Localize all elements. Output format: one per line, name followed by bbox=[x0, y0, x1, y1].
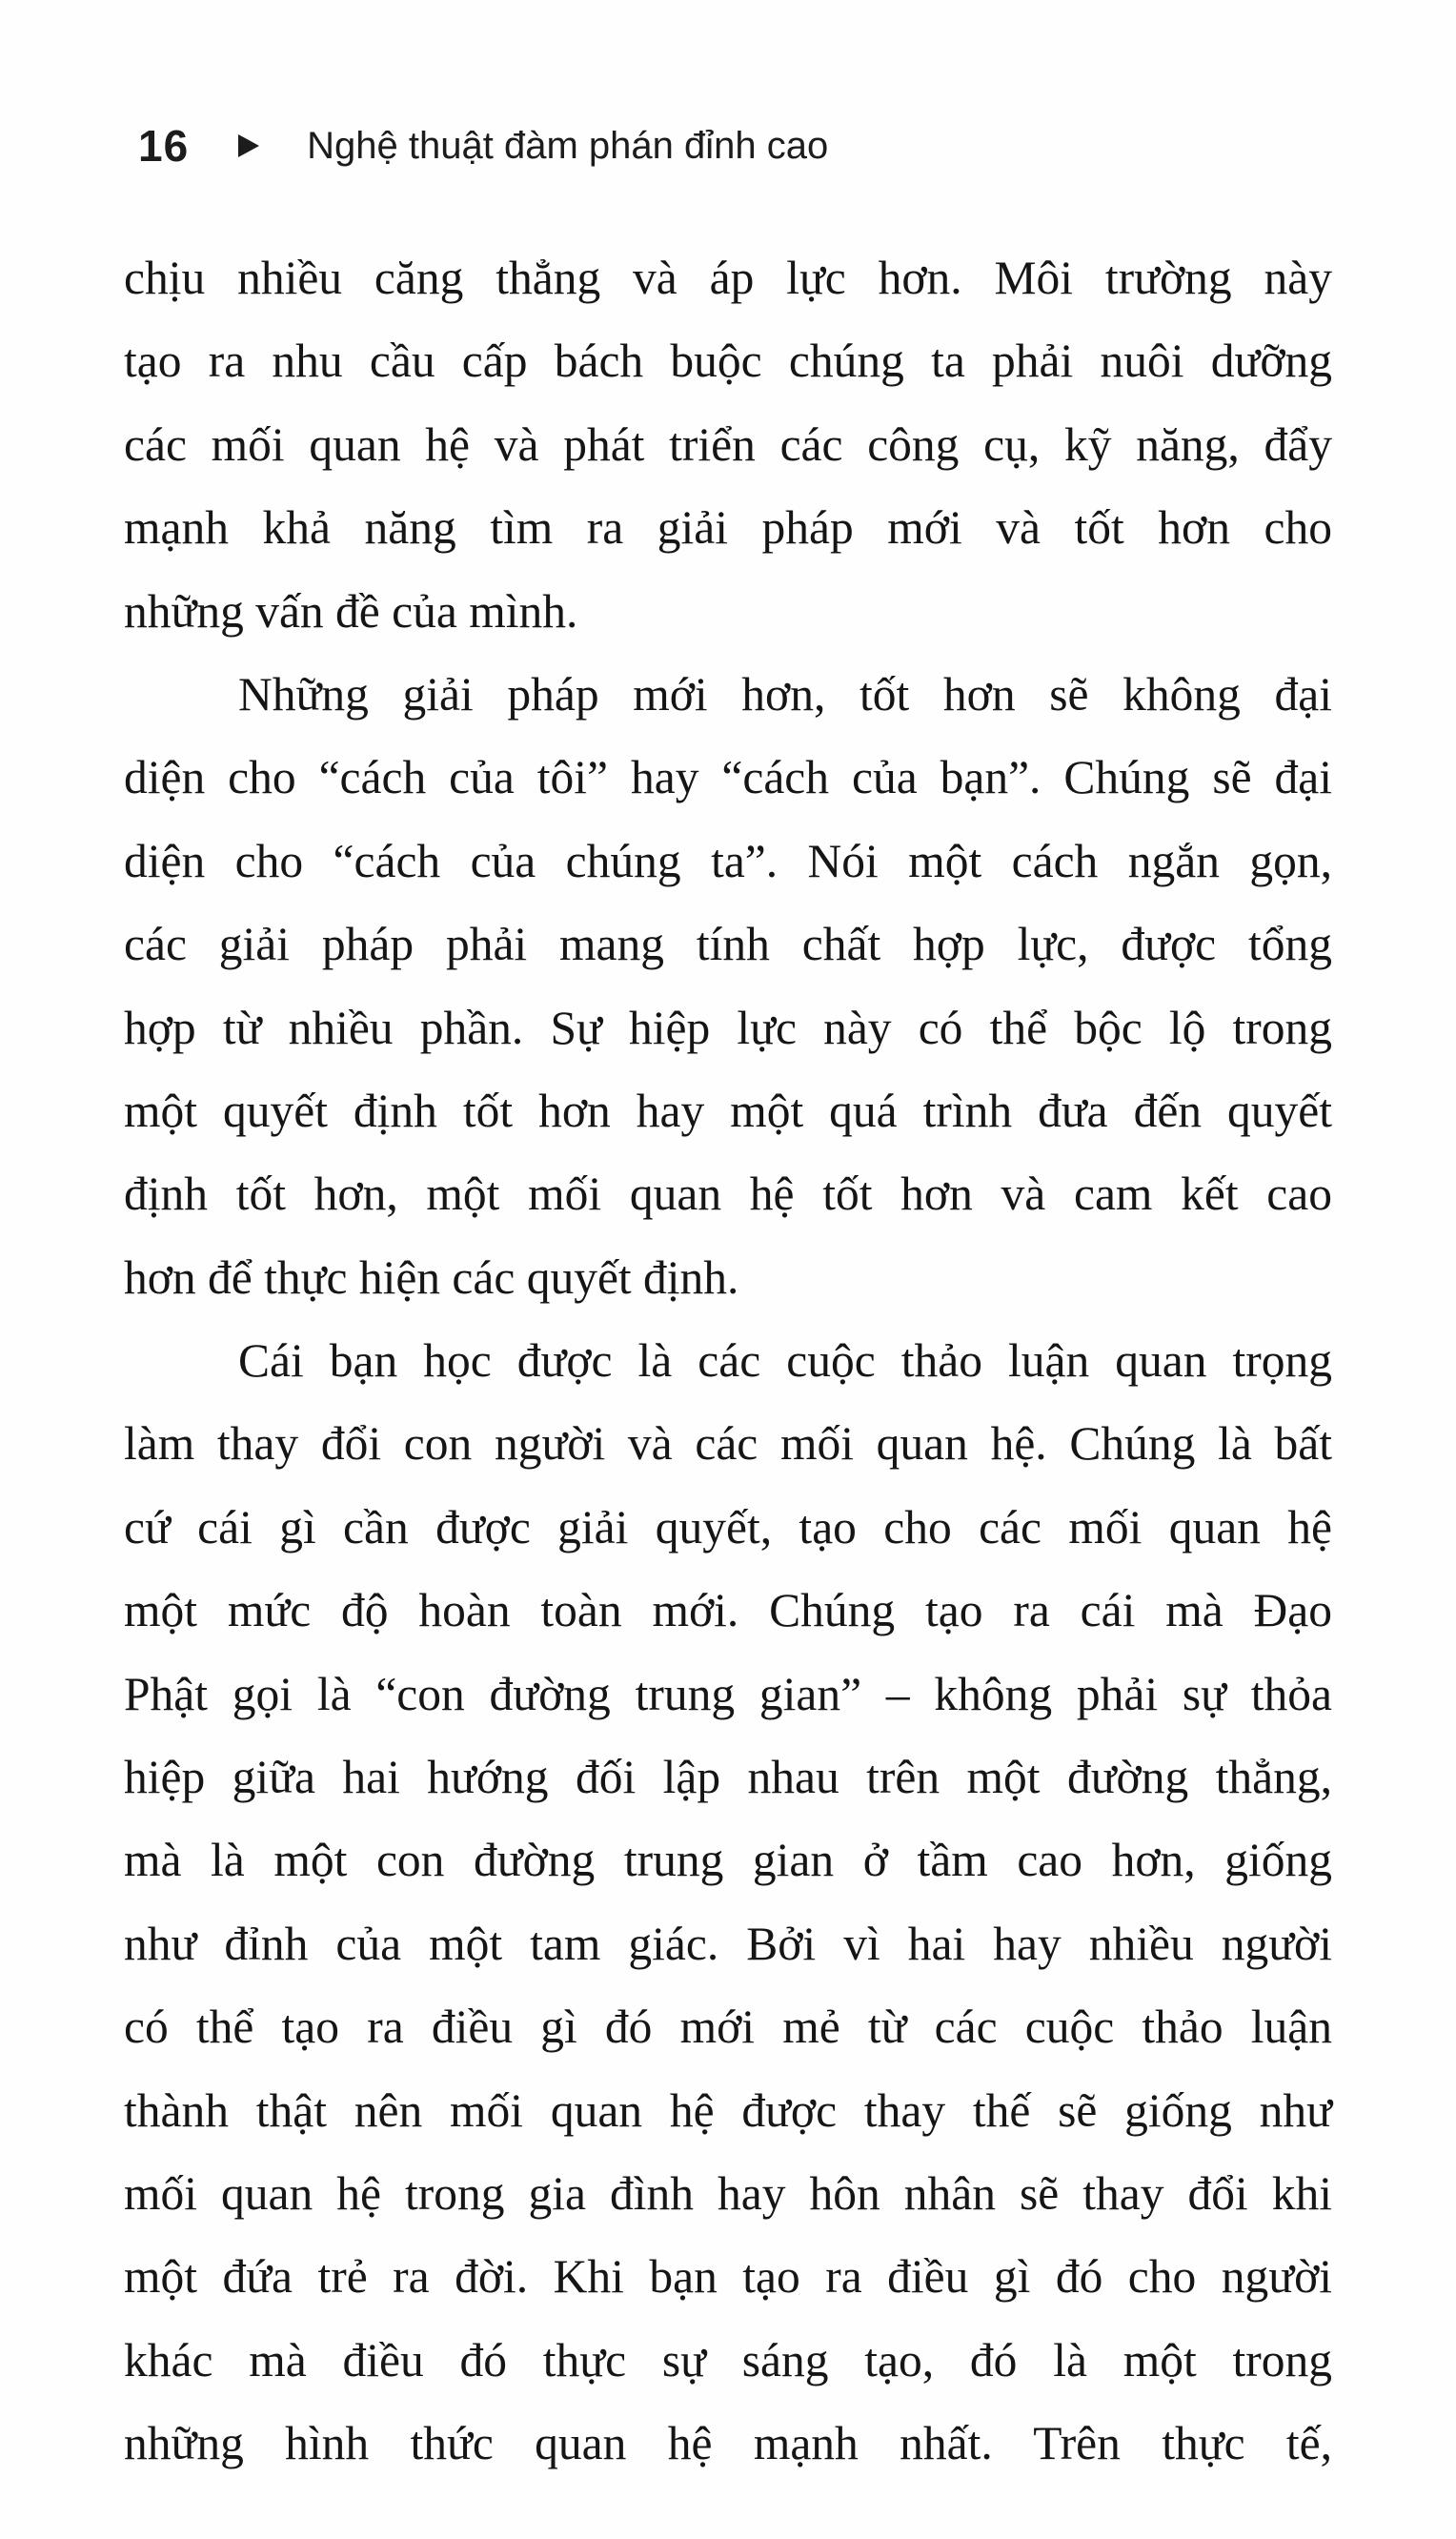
text-line: khác mà điều đó thực sự sáng tạo, đó là một trong bbox=[124, 2333, 1332, 2387]
paragraph bbox=[124, 653, 1332, 1319]
text-line: có thể tạo ra điều gì đó mới mẻ từ các cuộc thảo luận bbox=[124, 2001, 1332, 2054]
text-line: Phật gọi là “con đường trung gian” – không phải sự thỏa bbox=[124, 1667, 1332, 1720]
text-line: mạnh khả năng tìm ra giải pháp mới và tốt hơn cho bbox=[124, 501, 1332, 555]
text-line: hợp từ nhiều phần. Sự hiệp lực này có thể bộc lộ trong bbox=[124, 1001, 1332, 1054]
paragraph bbox=[124, 236, 1332, 653]
text-line: diện cho “cách của chúng ta”. Nói một cách ngắn gọn, bbox=[124, 834, 1332, 887]
text-line: mối quan hệ trong gia đình hay hôn nhân sẽ thay đổi khi bbox=[124, 2166, 1332, 2220]
paragraph bbox=[124, 1319, 1332, 2485]
text-line: làm thay đổi con người và các mối quan hệ. Chúng là bất bbox=[124, 1417, 1332, 1471]
text-line: tạo ra nhu cầu cấp bách buộc chúng ta phải nuôi dưỡng bbox=[124, 335, 1332, 388]
text-line: định tốt hơn, một mối quan hệ tốt hơn và cam kết cao bbox=[124, 1168, 1332, 1221]
text-line: cứ cái gì cần được giải quyết, tạo cho các mối quan hệ bbox=[124, 1500, 1332, 1554]
triangle-right-icon bbox=[238, 134, 259, 157]
text-line: như đỉnh của một tam giác. Bởi vì hai hay nhiều người bbox=[124, 1917, 1332, 1970]
text-line: thành thật nên mối quan hệ được thay thế sẽ giống như bbox=[124, 2083, 1332, 2137]
text-line: mà là một con đường trung gian ở tầm cao hơn, giống bbox=[124, 1834, 1332, 1887]
text-line: các mối quan hệ và phát triển các công cụ, kỹ năng, đẩy bbox=[124, 417, 1332, 471]
text-line: một đứa trẻ ra đời. Khi bạn tạo ra điều gì đó cho người bbox=[124, 2250, 1332, 2304]
body-text bbox=[124, 236, 1332, 2486]
text-line: một quyết định tốt hơn hay một quá trình đưa đến quyết bbox=[124, 1084, 1332, 1137]
page-number: 16 bbox=[138, 121, 190, 171]
text-line: hơn để thực hiện các quyết định. bbox=[124, 1250, 739, 1304]
text-line: diện cho “cách của tôi” hay “cách của bạn”. Chúng sẽ đại bbox=[124, 751, 1332, 804]
text-line: một mức độ hoàn toàn mới. Chúng tạo ra cái mà Đạo bbox=[124, 1584, 1332, 1637]
text-line: hiệp giữa hai hướng đối lập nhau trên một đường thẳng, bbox=[124, 1751, 1332, 1804]
text-line: Những giải pháp mới hơn, tốt hơn sẽ không đại bbox=[238, 667, 1332, 721]
text-line: những vấn đề của mình. bbox=[124, 584, 578, 638]
text-line: các giải pháp phải mang tính chất hợp lực, được tổng bbox=[124, 918, 1332, 971]
text-line: Cái bạn học được là các cuộc thảo luận quan trọng bbox=[238, 1334, 1332, 1388]
text-line: những hình thức quan hệ mạnh nhất. Trên thực tế, bbox=[124, 2417, 1332, 2470]
running-header bbox=[138, 112, 828, 179]
book-title: Nghệ thuật đàm phán đỉnh cao bbox=[307, 124, 829, 167]
text-line: chịu nhiều căng thẳng và áp lực hơn. Môi trường này bbox=[124, 252, 1332, 304]
